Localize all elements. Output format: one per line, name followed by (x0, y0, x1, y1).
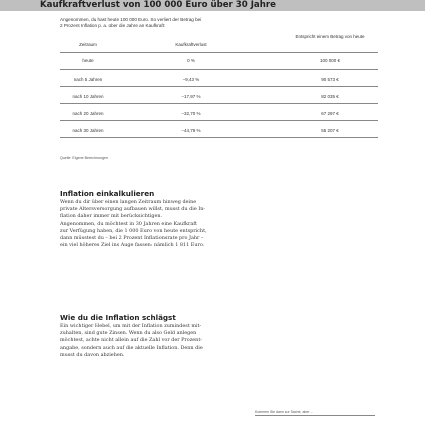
table-rule (60, 103, 378, 104)
section-paragraph (60, 199, 390, 249)
section-heading: Wie du die Inflation schlägst (60, 313, 176, 322)
header-loss: Kaufkraftverlust (175, 42, 207, 47)
footer-rule (255, 415, 375, 416)
page-title: Kaufkraftverlust von 100 000 Euro über 30 Jahre (40, 0, 276, 10)
footer-note: Kommen Sie dann zur Sache, aber ... (255, 410, 314, 414)
paragraph-line: flation daher immer mit berücksichtigen. (60, 213, 163, 220)
cell-loss: −9,43 % (182, 77, 200, 82)
cell-amount: 90 573 € (321, 77, 339, 82)
purchasing-power-table (60, 34, 378, 136)
cell-period: nach 30 Jahren (72, 128, 104, 133)
table-header-row (60, 34, 378, 50)
cell-loss: −44,79 % (181, 128, 201, 133)
cell-period: nach 20 Jahren (72, 111, 104, 116)
paragraph-line: Ein wichtiger Hebel, um mit der Inflation zumindest mit- (60, 323, 202, 329)
header-equivalent: Entspricht einem Betrag von heute (295, 34, 365, 39)
table-row (60, 128, 378, 136)
table-rule (60, 69, 378, 70)
table-row (60, 111, 378, 119)
section-heading: Inflation einkalkulieren (60, 189, 155, 198)
table-rule (60, 137, 378, 138)
cell-loss: −32,70 % (181, 111, 201, 116)
source-note: Quelle: Eigene Berechnungen (60, 156, 108, 160)
cell-amount: 100 000 € (319, 58, 341, 63)
cell-amount: 67 297 € (321, 111, 339, 116)
intro-line: Angenommen, du hast heute 100 000 Euro. So verliert der Betrag bei (60, 17, 202, 22)
paragraph-line: zuhalten, sind gute Zinsen. Wenn du also Geld anlegen (60, 330, 197, 337)
cell-loss: −17,97 % (181, 94, 201, 99)
cell-loss: 0 % (187, 58, 195, 63)
paragraph-line: möchtest, achte nicht allein auf die Zahl vor der Prozent- (60, 337, 202, 344)
cell-amount: 55 207 € (321, 128, 339, 133)
cell-period: nach 5 Jahren (73, 77, 103, 82)
cell-period: heute (82, 58, 94, 63)
table-rule (60, 86, 378, 87)
intro-text (60, 17, 390, 29)
cell-amount: 82 035 € (321, 94, 339, 99)
table-rule (60, 120, 378, 121)
paragraph-line: angabe, sondern auch auf die aktuelle Inflation. Denn die (60, 344, 203, 351)
table-row (60, 58, 378, 66)
paragraph-line: Wenn du dir über einen langen Zeitraum hinweg deine (60, 199, 197, 205)
intro-line: 2 Prozent Inflation p. a. über die Jahre an Kaufkraft: (60, 23, 166, 28)
table-rule (60, 52, 378, 53)
table-row (60, 94, 378, 102)
table-row (60, 77, 378, 85)
header-period: Zeitraum (79, 42, 97, 47)
paragraph-line: zur Verfügung haben, die 1 000 Euro von heute entspricht, (60, 227, 207, 234)
paragraph-line: dann müsstest du – bei 2 Prozent Inflationsrate pro Jahr – (60, 235, 204, 242)
cell-period: nach 10 Jahren (72, 94, 104, 99)
paragraph-line: private Altersversorgung aufbauen willst, musst du die In- (60, 206, 206, 213)
paragraph-line: ein viel höheres Ziel ins Auge fassen: nämlich 1 811 Euro. (60, 242, 205, 249)
paragraph-line: musst du davon abziehen. (60, 351, 125, 358)
paragraph-line: Angenommen, du möchtest in 30 Jahren eine Kaufkraft (60, 220, 198, 227)
section-paragraph (60, 323, 390, 359)
